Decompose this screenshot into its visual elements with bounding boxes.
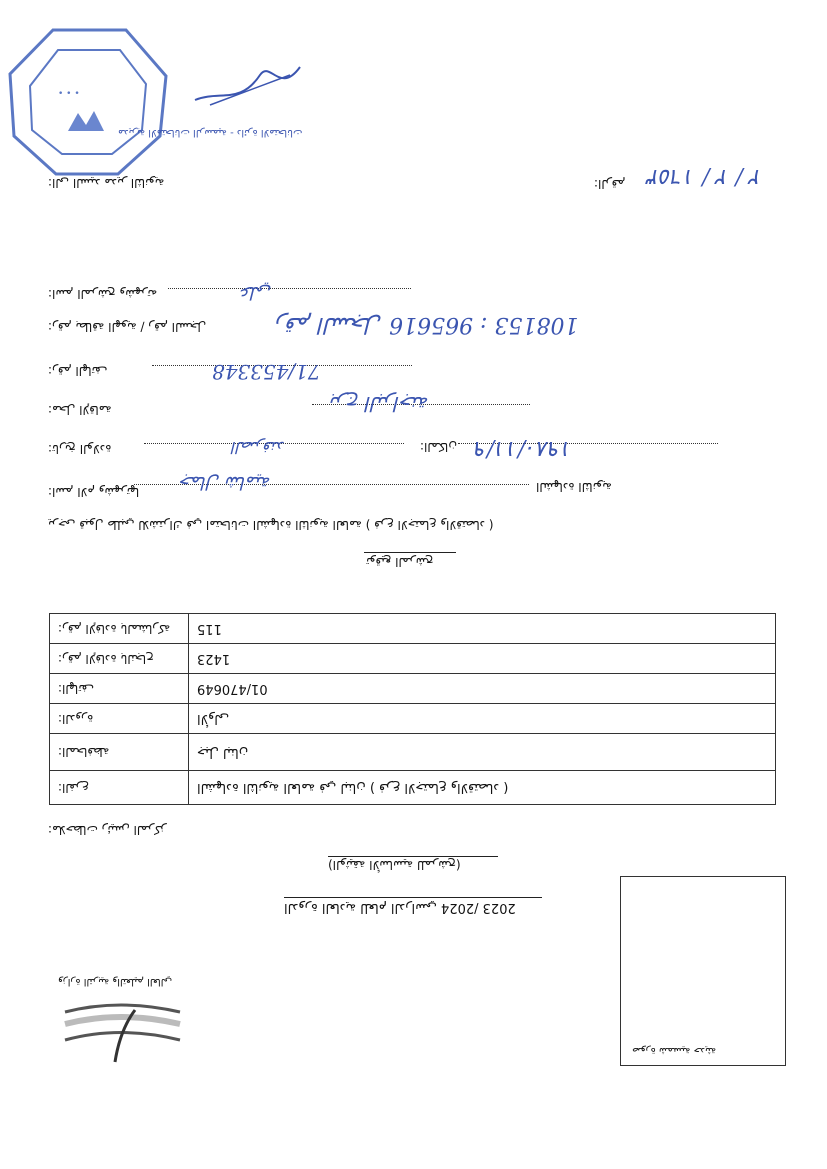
- field-value-address[interactable]: برج البراجنة: [330, 392, 430, 416]
- table-key: الفرع:: [50, 771, 189, 805]
- field-line-name: [168, 288, 411, 289]
- table-key: رقم الإفادة بالمشاركة:: [50, 614, 189, 644]
- field-value-birthplace[interactable]: الصرفند: [232, 438, 285, 457]
- table-value: جبل لبنان: [189, 734, 776, 771]
- candidate-signature-label: توقيع المرشح: [366, 555, 434, 569]
- field-label-mother-extra: الشهادة الثانوية: [536, 480, 612, 494]
- request-text: يرجى قبول طلبي للاشتراك في امتحانات الشهادة الثانوية العامة ( فرع الاجتماع والاقتصاد ): [48, 518, 494, 532]
- footer-title-underline: [328, 856, 498, 857]
- official-stamp: [8, 26, 168, 176]
- table-key: المحافظة:: [50, 734, 189, 771]
- field-label-place: المكان:: [420, 440, 458, 454]
- field-value-phone[interactable]: 71/453348: [212, 360, 321, 384]
- field-value-birthdate[interactable]: ١٩٨٠/١١/٩: [475, 436, 573, 461]
- stamp-text-line: مديرية الامتحانات الرسمية - دائرة الامتحانات: [118, 127, 303, 138]
- field-label-address: محل الإقامة:: [48, 403, 112, 417]
- field-label-birth: تاريخ الولادة:: [48, 442, 112, 456]
- field-label-name: اسم المرشح وشهرته:: [48, 287, 158, 301]
- table-row: [50, 614, 776, 644]
- signature-top: [190, 55, 310, 115]
- field-value-name[interactable]: علي: [240, 282, 272, 303]
- table-row: [50, 734, 776, 771]
- field-label-phone: رقم الهاتف:: [48, 364, 108, 378]
- photo-box: [620, 876, 786, 1066]
- logo-caption: وزارة التربية والتعليم العالي: [58, 976, 173, 987]
- field-value-mother[interactable]: جمال شامية: [180, 472, 272, 493]
- field-value-id[interactable]: 108153 : 965616 رقم السجل: [276, 312, 579, 337]
- year-line: 2023 /2024 الدورة العادية للعام الدراسي: [284, 900, 516, 915]
- photo-caption: صورة شمسية حديثة: [632, 1045, 717, 1056]
- table-value: الأولى: [189, 704, 776, 734]
- info-table: [49, 613, 776, 805]
- reference-label: الرقم:: [594, 177, 626, 191]
- signature-underline: [364, 552, 456, 553]
- table-value: ( فرع الاجتماع والاقتصاد ) الشهادة الثانوية العامة في لبنان: [189, 771, 776, 805]
- field-label-mother: اسم الام وشهرتها:: [48, 485, 140, 499]
- table-row: [50, 644, 776, 674]
- svg-text:• • •: • • •: [58, 89, 80, 99]
- table-row: [50, 674, 776, 704]
- table-row: [50, 704, 776, 734]
- table-key: الهاتف:: [50, 674, 189, 704]
- table-value: 01/470649: [189, 674, 776, 704]
- notes-label: ملاحظات رئيس المركز:: [48, 823, 167, 837]
- field-label-id: رقم بطاقة الهوية / رقم السجل:: [48, 320, 207, 334]
- table-key: الدورة:: [50, 704, 189, 734]
- ministry-logo-icon: [60, 1000, 185, 1065]
- table-value: 1423: [189, 644, 776, 674]
- footer-title: (الوثيقة الأساسية للمرشح): [328, 858, 461, 872]
- table-value: 115: [189, 614, 776, 644]
- table-row: [50, 771, 776, 805]
- year-line-rule: [284, 897, 542, 898]
- header-label-left: الى السيد مدير الثانوية:: [48, 176, 165, 190]
- reference-number: ١٦٥٣ / ٢ / ٢: [648, 164, 762, 189]
- table-key: رقم الإفادة بالنجاح:: [50, 644, 189, 674]
